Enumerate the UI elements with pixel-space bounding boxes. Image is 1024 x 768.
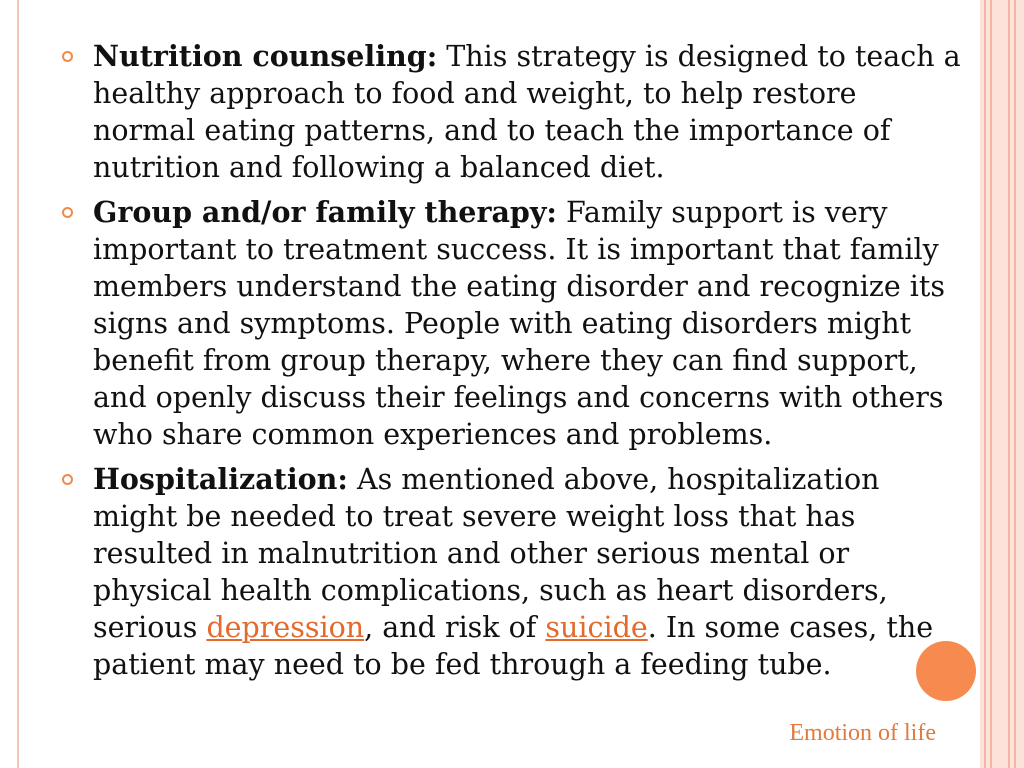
bullet-text: As mentioned above, hospitalization might be needed to treat severe weight loss that has resulted in malnutrition and other serious mental or physical health complications, such as heart disorders, serious [93,463,888,644]
bullet-term: Group and/or family therapy: [93,195,557,229]
right-border-line [1014,0,1016,768]
circle-bullet-icon [62,207,73,218]
right-border-line [1008,0,1010,768]
circle-bullet-icon [62,474,73,485]
bullet-hospitalization [62,461,962,683]
bullet-text: , and risk of [364,611,546,644]
right-border-line [990,0,992,768]
bullet-text: Family support is very important to treatment success. It is important that family members understand the eating disorder and recognize its signs and symptoms. People with eating disorders might benefit from group therapy, where they can find support, and openly discuss their feelings and concerns with others who share common experiences and problems. [93,196,945,451]
bullet-text: . In some cases, the patient may need to be fed through a feeding tube. [93,611,934,681]
bullet-text: This strategy is designed to teach a healthy approach to food and weight, to help restore normal eating patterns, and to teach the importance of nutrition and following a balanced diet. [93,40,961,184]
depression-link[interactable]: depression [206,611,365,644]
bullet-term: Hospitalization: [93,462,348,496]
footer-caption: Emotion of life [789,720,936,746]
bullet-group-family-therapy [62,194,962,453]
bullet-nutrition-counseling [62,38,962,186]
circle-bullet-icon [62,51,73,62]
left-border-line [17,0,19,768]
decorative-orange-circle [916,641,976,701]
bullet-term: Nutrition counseling: [93,39,438,73]
suicide-link[interactable]: suicide [545,611,648,644]
right-border-line [984,0,986,768]
right-decorative-band [980,0,1024,768]
slide-content [62,38,962,691]
